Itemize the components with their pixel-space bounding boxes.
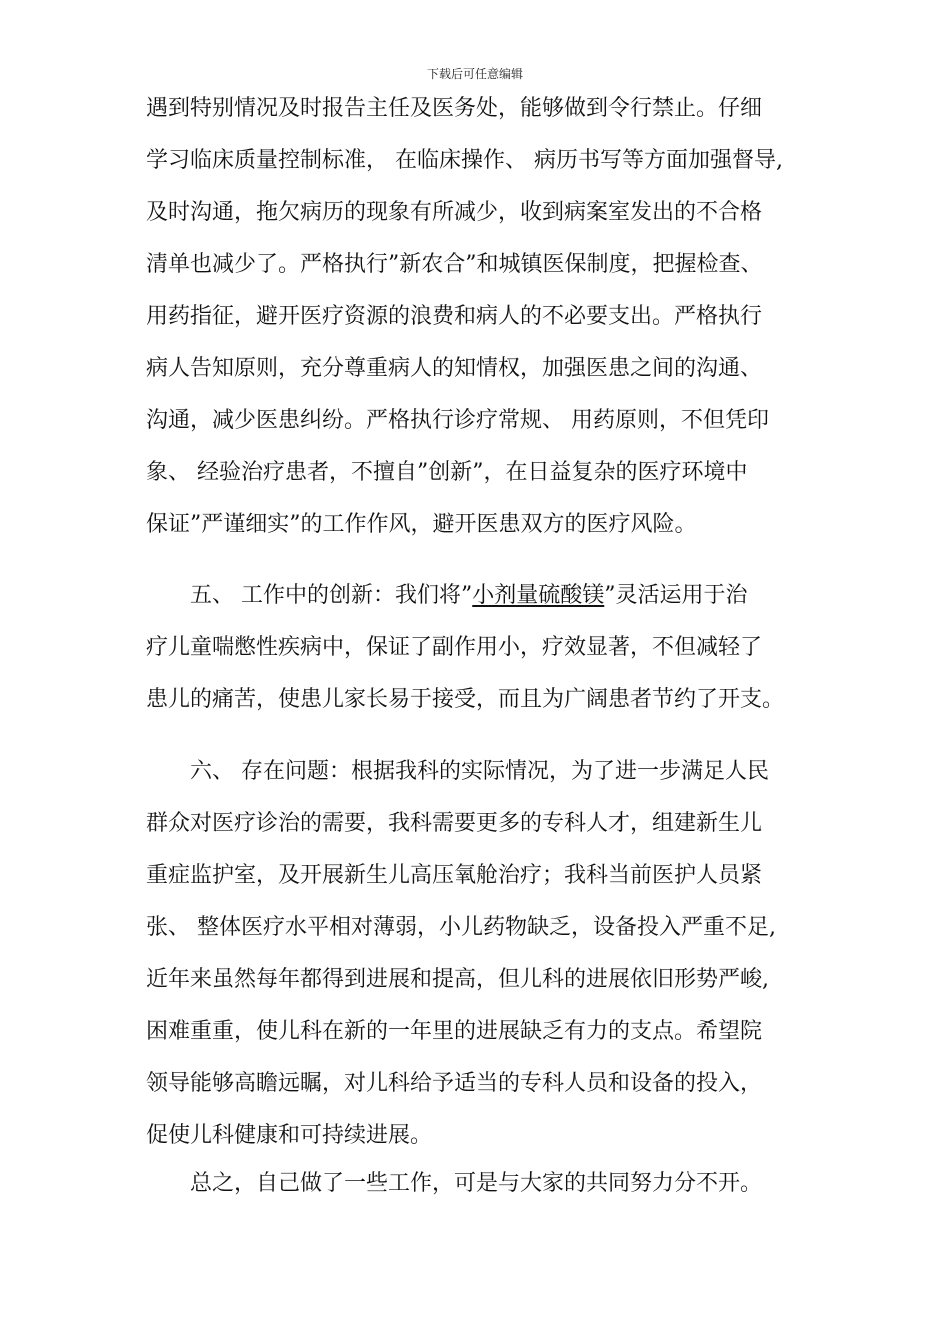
paragraph-line: 遇到特别情况及时报告主任及医务处，能够做到令行禁止。仔细 <box>146 96 763 121</box>
paragraph-line: 患儿的痛苦，使患儿家长易于接受，而且为广阔患者节约了开支。 <box>146 687 785 712</box>
paragraph-line: 促使儿科健康和可持续进展。 <box>146 1123 433 1148</box>
paragraph-line: 近年来虽然每年都得到进展和提高，但儿科的进展依旧形势严峻, <box>146 967 769 992</box>
paragraph-line: 领导能够高瞻远瞩，对儿科给予适当的专科人员和设备的投入， <box>146 1071 763 1096</box>
section-five-prefix: 五、 工作中的创新：我们将” <box>190 583 473 608</box>
underlined-term: 小剂量硫酸镁 <box>472 583 605 608</box>
page-header: 下载后可任意编辑 <box>426 67 523 81</box>
section-five-heading-line <box>190 581 748 611</box>
section-five-suffix: ”灵活运用于治 <box>604 583 748 608</box>
paragraph-line: 及时沟通，拖欠病历的现象有所减少，收到病案室发出的不合格 <box>146 200 763 225</box>
paragraph-line: 张、 整体医疗水平相对薄弱，小儿药物缺乏，设备投入严重不足, <box>146 915 776 940</box>
closing-line: 总之，自己做了一些工作，可是与大家的共同努力分不开。 <box>190 1171 763 1196</box>
paragraph-line: 学习临床质量控制标准， 在临床操作、 病历书写等方面加强督导, <box>146 148 783 173</box>
paragraph-line: 病人告知原则，充分尊重病人的知情权，加强医患之间的沟通、 <box>146 356 763 381</box>
section-six-heading-line: 六、 存在问题：根据我科的实际情况，为了进一步满足人民 <box>190 759 769 784</box>
paragraph-line: 象、 经验治疗患者，不擅自”创新”，在日益复杂的医疗环境中 <box>146 460 748 485</box>
paragraph-line: 群众对医疗诊治的需要，我科需要更多的专科人才，组建新生儿 <box>146 811 763 836</box>
paragraph-line: 用药指征，避开医疗资源的浪费和病人的不必要支出。严格执行 <box>146 304 763 329</box>
paragraph-line: 重症监护室，及开展新生儿高压氧舱治疗；我科当前医护人员紧 <box>146 863 763 888</box>
paragraph-line: 保证”严谨细实”的工作作风，避开医患双方的医疗风险。 <box>146 512 697 537</box>
paragraph-line: 困难重重，使儿科在新的一年里的进展缺乏有力的支点。希望院 <box>146 1019 763 1044</box>
paragraph-line: 清单也减少了。严格执行”新农合”和城镇医保制度，把握检查、 <box>146 252 763 277</box>
paragraph-line: 沟通，减少医患纠纷。严格执行诊疗常规、 用药原则，不但凭印 <box>146 408 769 433</box>
paragraph-line: 疗儿童喘憋性疾病中，保证了副作用小，疗效显著，不但减轻了 <box>146 635 763 660</box>
